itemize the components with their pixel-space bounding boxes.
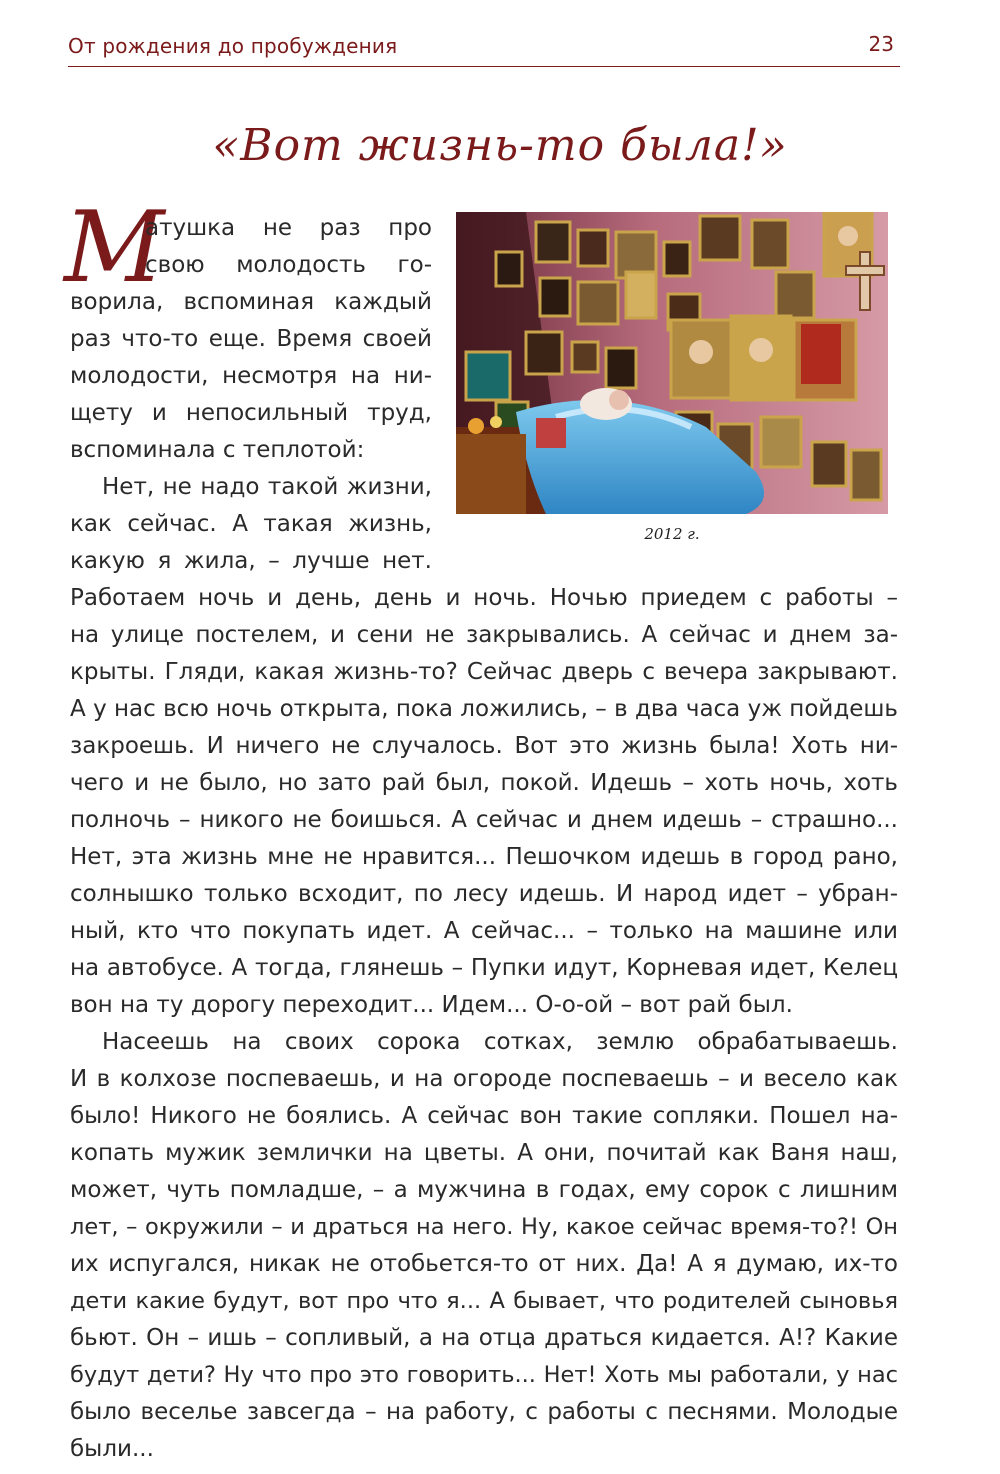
text-line: дети какие будут, вот про что я... А бывает, что родителей сыновья [70,1288,898,1314]
text-line: Работаем ночь и день, день и ночь. Ночью приедем с работы – [70,585,898,611]
text-line: И в колхозе поспеваешь, и на огороде поспеваешь – и весело как [70,1066,898,1092]
running-header [68,30,900,67]
text-line: вспоминала с теплотой: [70,437,365,463]
text-line: закроешь. И ничего не случалось. Вот это жизнь была! Хоть ни- [70,733,898,759]
text-line: щету и непосильный труд, [70,400,432,426]
text-line: чего и не было, но зато рай был, покой. Идешь – хоть ночь, хоть [70,770,898,796]
text-line: было веселье завсегда – на работу, с работы с песнями. Молодые [70,1399,898,1425]
text-line: солнышко только всходит, по лесу идешь. И народ идет – убран- [70,881,898,907]
text-line: ворила, вспоминая каждый [70,289,432,315]
text-line: были... [70,1436,154,1462]
text-line: копать мужик землички на цветы. А они, почитай как Ваня наш, [70,1140,898,1166]
text-line: будут дети? Ну что про это говорить... Нет! Хоть мы работали, у нас [70,1362,898,1388]
drop-cap: М [64,191,165,305]
photo-caption: 2012 г. [644,525,700,543]
page-number: 23 [868,32,894,56]
text-line: ный, кто что покупать идет. А сейчас... – только на машине или [70,918,898,944]
text-line: полночь – никого не боишься. А сейчас и днем идешь – страшно... [70,807,898,833]
text-line: на автобусе. А тогда, глянешь – Пупки идут, Корневая идет, Келец [70,955,898,981]
text-line: молодости, несмотря на ни- [70,363,432,389]
text-line: как сейчас. А такая жизнь, [70,511,432,537]
text-line: крыты. Гляди, какая жизнь-то? Сейчас дверь с вечера закрывают. [70,659,898,685]
text-line: Нет, эта жизнь мне не нравится... Пешочком идешь в город рано, [70,844,898,870]
text-line: атушка не раз про [145,215,432,241]
text-line: их испугался, никак не отобьется-то от них. Да! А я думаю, их-то [70,1251,898,1277]
text-line: Нет, не надо такой жизни, [102,474,432,500]
text-line: какую я жила, – лучше нет. [70,548,432,574]
text-line: лет, – окружили – и драться на него. Ну, какое сейчас время-то?! Он [70,1214,898,1240]
text-line: на улице постелем, и сени не закрывались. А сейчас и днем за- [70,622,898,648]
text-line: может, чуть помладше, – а мужчина в годах, ему сорок с лишним [70,1177,898,1203]
chapter-title: «Вот жизнь-то была!» [212,120,788,171]
photo-illustration [456,212,888,514]
text-line: А у нас всю ночь открыта, пока ложились, – в два часа уж пойдешь [70,696,898,722]
text-line: свою молодость го- [145,252,432,278]
text-line: бьют. Он – ишь – сопливый, а на отца драться кидается. А!? Какие [70,1325,898,1351]
text-line: раз что-то еще. Время своей [70,326,432,352]
text-line: было! Никого не боялись. А сейчас вон такие сопляки. Пошел на- [70,1103,898,1129]
running-title: От рождения до пробуждения [68,34,398,58]
text-line: вон на ту дорогу переходит... Идем... О-о-ой – вот рай был. [70,992,793,1018]
text-line: Насеешь на своих сорока сотках, землю обрабатываешь. [102,1029,898,1055]
photo-room-with-icons [456,212,888,514]
